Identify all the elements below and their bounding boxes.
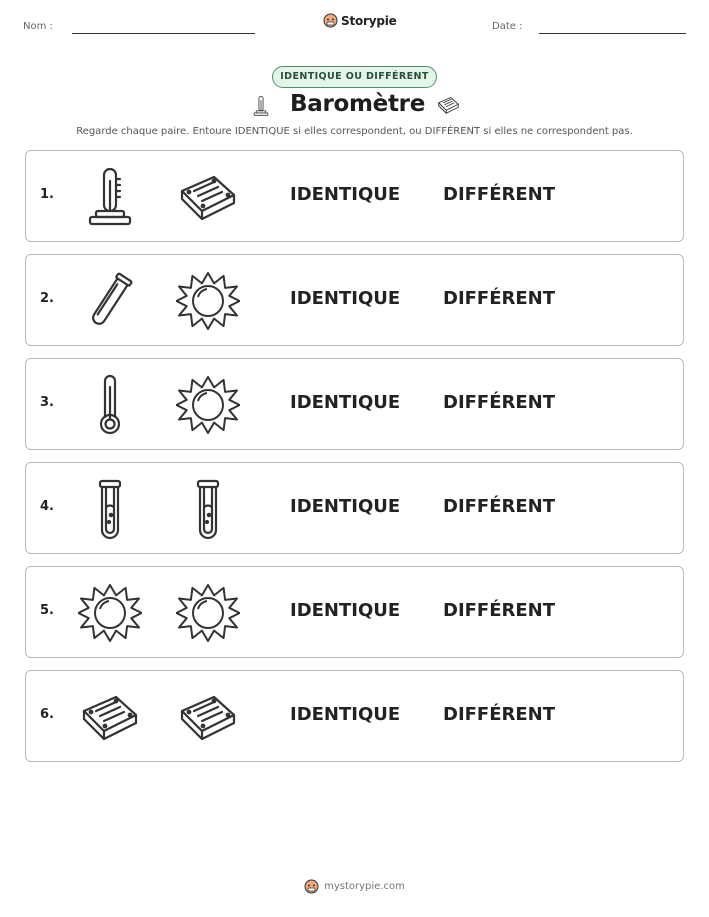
name-label: Nom : xyxy=(23,21,53,32)
row-number: 2. xyxy=(40,291,54,306)
footer xyxy=(0,879,709,894)
page-title: Baromètre xyxy=(290,91,425,117)
thermometer-icon xyxy=(78,373,142,437)
activity-badge: IDENTIQUE OU DIFFÉRENT xyxy=(272,66,437,88)
different-option[interactable]: DIFFÉRENT xyxy=(443,704,556,725)
footer-url[interactable]: mystorypie.com xyxy=(324,881,405,892)
barometer-plate-icon xyxy=(78,685,142,749)
barometer-plate-icon xyxy=(176,685,240,749)
different-option[interactable]: DIFFÉRENT xyxy=(443,600,556,621)
title-row xyxy=(0,89,709,125)
test-tube-icon xyxy=(78,269,142,333)
identique-option[interactable]: IDENTIQUE xyxy=(290,392,401,413)
date-label: Date : xyxy=(492,21,523,32)
brand-name: Storypie xyxy=(341,13,397,28)
row-number: 1. xyxy=(40,187,54,202)
barometer-plate-icon xyxy=(176,165,240,229)
row-number: 6. xyxy=(40,707,54,722)
different-option[interactable]: DIFFÉRENT xyxy=(443,184,556,205)
test-tube-liquid-icon xyxy=(176,477,240,541)
thermometer-icon xyxy=(250,90,272,122)
identique-option[interactable]: IDENTIQUE xyxy=(290,184,401,205)
brand-logo xyxy=(323,13,397,28)
row-number: 5. xyxy=(40,603,54,618)
sun-icon xyxy=(176,269,240,333)
identique-option[interactable]: IDENTIQUE xyxy=(290,600,401,621)
pair-row-4 xyxy=(25,462,684,554)
row-number: 3. xyxy=(40,395,54,410)
row-number: 4. xyxy=(40,499,54,514)
different-option[interactable]: DIFFÉRENT xyxy=(443,496,556,517)
sun-icon xyxy=(78,581,142,645)
pair-row-3 xyxy=(25,358,684,450)
name-line[interactable] xyxy=(72,33,255,34)
barometer-plate-icon xyxy=(432,93,465,117)
instructions-text: Regarde chaque paire. Entoure IDENTIQUE si elles correspondent, ou DIFFÉRENT si elles ne correspondent pas. xyxy=(76,126,633,137)
pair-row-6 xyxy=(25,670,684,762)
test-tube-liquid-icon xyxy=(78,477,142,541)
date-line[interactable] xyxy=(539,33,686,34)
identique-option[interactable]: IDENTIQUE xyxy=(290,496,401,517)
thermometer-stand-icon xyxy=(78,165,142,229)
different-option[interactable]: DIFFÉRENT xyxy=(443,288,556,309)
storypie-mascot-icon xyxy=(304,879,319,894)
identique-option[interactable]: IDENTIQUE xyxy=(290,288,401,309)
pair-row-1 xyxy=(25,150,684,242)
pair-row-5 xyxy=(25,566,684,658)
different-option[interactable]: DIFFÉRENT xyxy=(443,392,556,413)
identique-option[interactable]: IDENTIQUE xyxy=(290,704,401,725)
sun-icon xyxy=(176,581,240,645)
sun-icon xyxy=(176,373,240,437)
storypie-mascot-icon xyxy=(323,13,338,28)
pair-row-2 xyxy=(25,254,684,346)
